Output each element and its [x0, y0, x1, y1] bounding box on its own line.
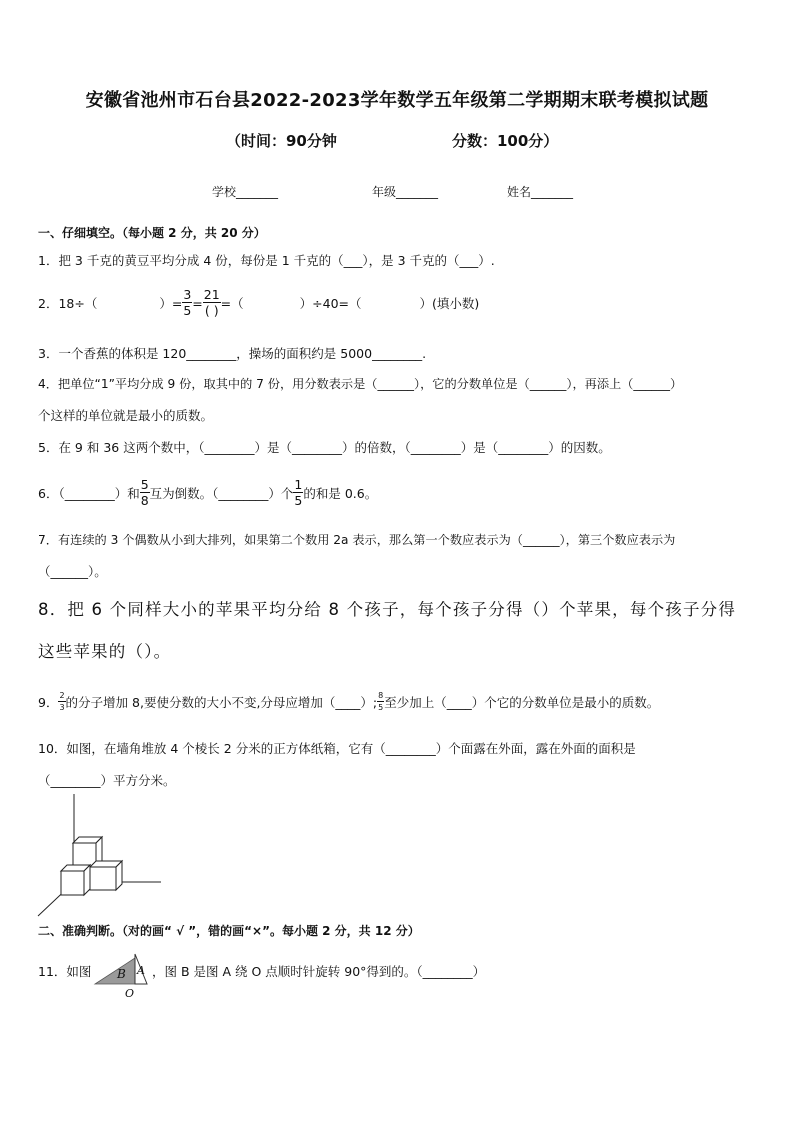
- q9-part-1: 的分子增加 8,要使分数的大小不变,分母应增加（____）;: [65, 695, 378, 710]
- question-7-line-1: 7．有连续的 3 个偶数从小到大排列，如果第二个数用 2a 表示，那么第一个数应表示为（______），第三个数应表示为: [38, 533, 676, 547]
- question-1: 1．把 3 千克的黄豆平均分成 4 份，每份是 1 千克的（___），是 3 千克的（___）.: [38, 253, 495, 268]
- question-10-line-2: （________）平方分米。: [38, 773, 176, 788]
- question-8-line-1: 8．把 6 个同样大小的苹果平均分给 8 个孩子，每个孩子分得（）个苹果，每个孩子分得: [38, 600, 737, 619]
- question-11-prefix: 11．如图: [38, 964, 92, 979]
- q2-mid2: =（: [220, 296, 244, 311]
- rotation-triangle-figure: [93, 950, 153, 1000]
- q6-part-2: 互为倒数。（________）个: [149, 486, 294, 501]
- q6-part-1: 6．（________）和: [38, 486, 140, 501]
- question-5: 5．在 9 和 36 这两个数中，（________）是（________）的倍数，（________）是（________）的因数。: [38, 440, 611, 455]
- label-b: B: [117, 967, 126, 981]
- q9-part-2: 至少加上（____）个它的分数单位是最小的质数。: [384, 695, 660, 710]
- q2-fraction-21-blank: $\frac{21}{( )}$: [203, 286, 220, 318]
- question-8-line-2: 这些苹果的（）。: [38, 642, 172, 661]
- q6-part-3: 的和是 0.6。: [303, 486, 378, 501]
- cubes-corner-figure: [34, 792, 166, 920]
- q9-prefix: 9．: [38, 695, 59, 710]
- question-9: [38, 688, 659, 716]
- label-a: A: [137, 964, 145, 977]
- question-4-line-2: 个这样的单位就是最小的质数。: [38, 408, 214, 423]
- question-4-line-1: 4．把单位“1”平均分成 9 份，取其中的 7 份，用分数表示是（______），它的分数单位是（______），再添上（______）: [38, 377, 683, 391]
- question-7-line-2: （______）。: [38, 564, 107, 579]
- label-o: O: [125, 987, 135, 1000]
- q9-fraction-8-5: $\frac{8}{5}$: [378, 691, 384, 712]
- q6-fraction-1-5: $\frac{1}{5}$: [294, 476, 303, 508]
- q6-fraction-5-8: $\frac{5}{8}$: [140, 476, 149, 508]
- q9-fraction-2-3: $\frac{2}{3}$: [59, 691, 65, 712]
- q2-mid1: ）=: [159, 296, 183, 311]
- triangle-b-shape: [95, 958, 135, 984]
- page-title: 安徽省池州市石台县2022-2023学年数学五年级第二学期期末联考模拟试题: [85, 90, 709, 111]
- cube-bottom-right: [90, 861, 122, 890]
- cube-bottom-left: [61, 865, 90, 895]
- school-field[interactable]: 学校_______: [212, 185, 279, 199]
- question-10-line-1: 10．如图，在墙角堆放 4 个棱长 2 分米的正方体纸箱，它有（________）个面露在外面，露在外面的面积是: [38, 741, 636, 756]
- name-field[interactable]: 姓名_______: [507, 185, 574, 199]
- section-2-title: 二、准确判断。（对的画“ √ ”，错的画“×”。每小题 2 分，共 12 分）: [38, 924, 420, 938]
- exam-score: 分数：100分）: [452, 132, 559, 150]
- question-3: 3．一个香蕉的体积是 120________，操场的面积约是 5000________.: [38, 346, 427, 361]
- section-1-title: 一、仔细填空。（每小题 2 分，共 20 分）: [38, 226, 266, 240]
- q2-equals: =: [192, 295, 203, 311]
- question-2: [38, 283, 479, 323]
- q2-suffix: ）(填小数): [419, 296, 480, 311]
- grade-field[interactable]: 年级_______: [372, 185, 439, 199]
- q2-fraction-3-5: $\frac{3}{5}$: [183, 286, 192, 318]
- q2-mid3: ）÷40=（: [299, 296, 362, 311]
- question-11-text: ，图 B 是图 A 绕 O 点顺时针旋转 90°得到的。（________）: [152, 964, 486, 979]
- question-6: [38, 474, 377, 512]
- q2-prefix: 2．18÷（: [38, 296, 98, 311]
- exam-time: （时间：90分钟: [226, 132, 337, 150]
